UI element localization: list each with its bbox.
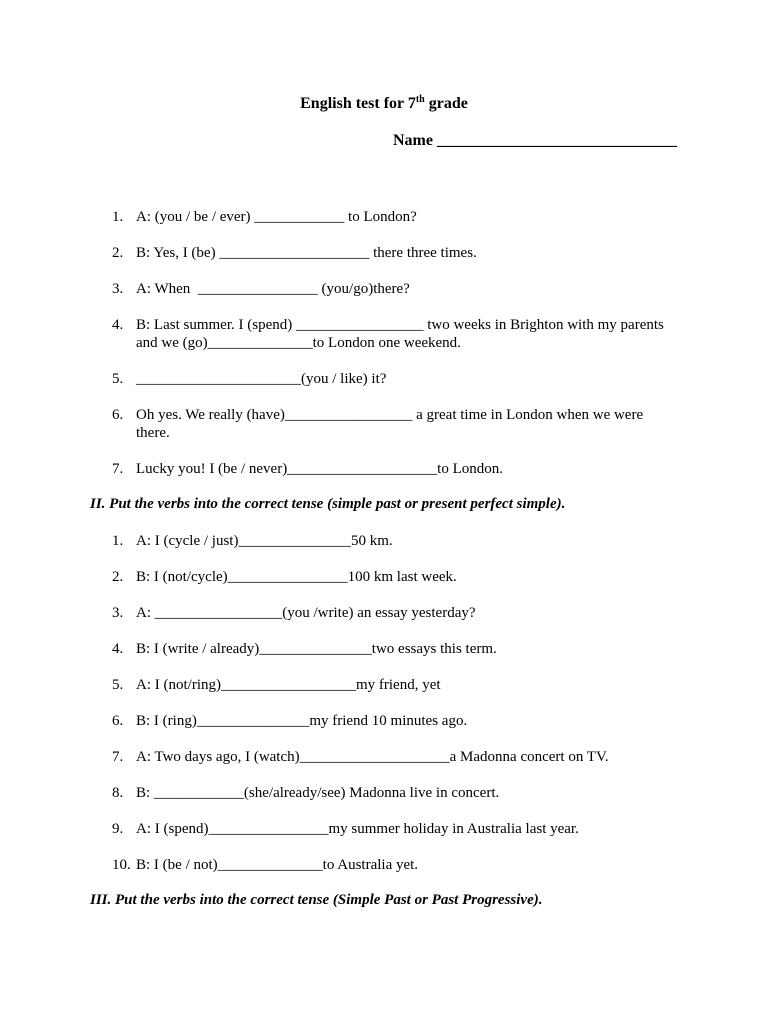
title-text-end: grade bbox=[428, 95, 468, 112]
question-item bbox=[0, 370, 768, 388]
question-text: A: I (spend)________________my summer holiday in Australia last year. bbox=[136, 821, 579, 837]
question-text: Lucky you! I (be / never)____________________to London. bbox=[136, 461, 504, 477]
question-item bbox=[0, 748, 768, 766]
name-field bbox=[393, 132, 677, 150]
section-1-list bbox=[0, 208, 768, 496]
question-number: 9. bbox=[112, 821, 124, 837]
question-text: Oh yes. We really (have)_________________ a great time in London when we were bbox=[136, 407, 644, 423]
question-text: B: Last summer. I (spend) _________________ two weeks in Brighton with my parents bbox=[136, 317, 664, 333]
question-number: 6. bbox=[112, 713, 124, 729]
question-text: B: I (be / not)______________to Australia yet. bbox=[136, 857, 419, 873]
question-number: 3. bbox=[112, 281, 124, 297]
question-number: 7. bbox=[112, 749, 124, 765]
question-text: A: I (not/ring)__________________my friend, yet bbox=[136, 677, 441, 693]
question-number: 6. bbox=[112, 407, 124, 423]
test-title bbox=[0, 95, 768, 115]
section-2-heading: II. Put the verbs into the correct tense (simple past or present perfect simple). bbox=[90, 496, 566, 512]
title-superscript: th bbox=[415, 94, 425, 105]
question-item bbox=[0, 712, 768, 730]
question-number: 4. bbox=[112, 641, 124, 657]
question-number: 3. bbox=[112, 605, 124, 621]
question-text: A: I (cycle / just)_______________50 km. bbox=[136, 533, 393, 549]
question-item bbox=[0, 280, 768, 298]
question-item bbox=[0, 460, 768, 478]
question-text: B: Yes, I (be) ____________________ there three times. bbox=[136, 245, 477, 261]
question-number: 5. bbox=[112, 371, 124, 387]
question-item bbox=[0, 244, 768, 262]
question-number: 2. bbox=[112, 245, 124, 261]
question-text: ______________________(you / like) it? bbox=[136, 371, 387, 387]
question-item bbox=[0, 316, 768, 352]
question-item bbox=[0, 820, 768, 838]
question-text: A: Two days ago, I (watch)____________________a Madonna concert on TV. bbox=[136, 749, 609, 765]
question-text-continued: and we (go)______________to London one weekend. bbox=[136, 335, 461, 351]
question-number: 1. bbox=[112, 533, 124, 549]
title-text: English test for 7 bbox=[300, 95, 416, 112]
question-item bbox=[0, 676, 768, 694]
question-item bbox=[0, 406, 768, 442]
name-label: Name bbox=[393, 132, 433, 149]
question-item bbox=[0, 856, 768, 874]
question-text-continued: there. bbox=[136, 425, 170, 441]
section-3-heading: III. Put the verbs into the correct tense (Simple Past or Past Progressive). bbox=[90, 892, 543, 908]
question-item bbox=[0, 208, 768, 226]
question-number: 4. bbox=[112, 317, 124, 333]
question-text: A: (you / be / ever) ____________ to London? bbox=[136, 209, 417, 225]
section-2-list bbox=[0, 532, 768, 892]
question-number: 1. bbox=[112, 209, 124, 225]
question-number: 5. bbox=[112, 677, 124, 693]
question-text: B: I (not/cycle)________________100 km last week. bbox=[136, 569, 457, 585]
question-item bbox=[0, 784, 768, 802]
question-text: B: ____________(she/already/see) Madonna live in concert. bbox=[136, 785, 500, 801]
question-number: 8. bbox=[112, 785, 124, 801]
question-number: 10. bbox=[112, 857, 131, 873]
question-item bbox=[0, 532, 768, 550]
question-text: A: _________________(you /write) an essay yesterday? bbox=[136, 605, 476, 621]
question-text: B: I (write / already)_______________two essays this term. bbox=[136, 641, 497, 657]
question-number: 2. bbox=[112, 569, 124, 585]
name-blank: ______________________________ bbox=[436, 132, 677, 149]
question-number: 7. bbox=[112, 461, 124, 477]
question-item bbox=[0, 604, 768, 622]
question-text: A: When ________________ (you/go)there? bbox=[136, 281, 410, 297]
question-text: B: I (ring)_______________my friend 10 minutes ago. bbox=[136, 713, 468, 729]
question-item bbox=[0, 568, 768, 586]
question-item bbox=[0, 640, 768, 658]
